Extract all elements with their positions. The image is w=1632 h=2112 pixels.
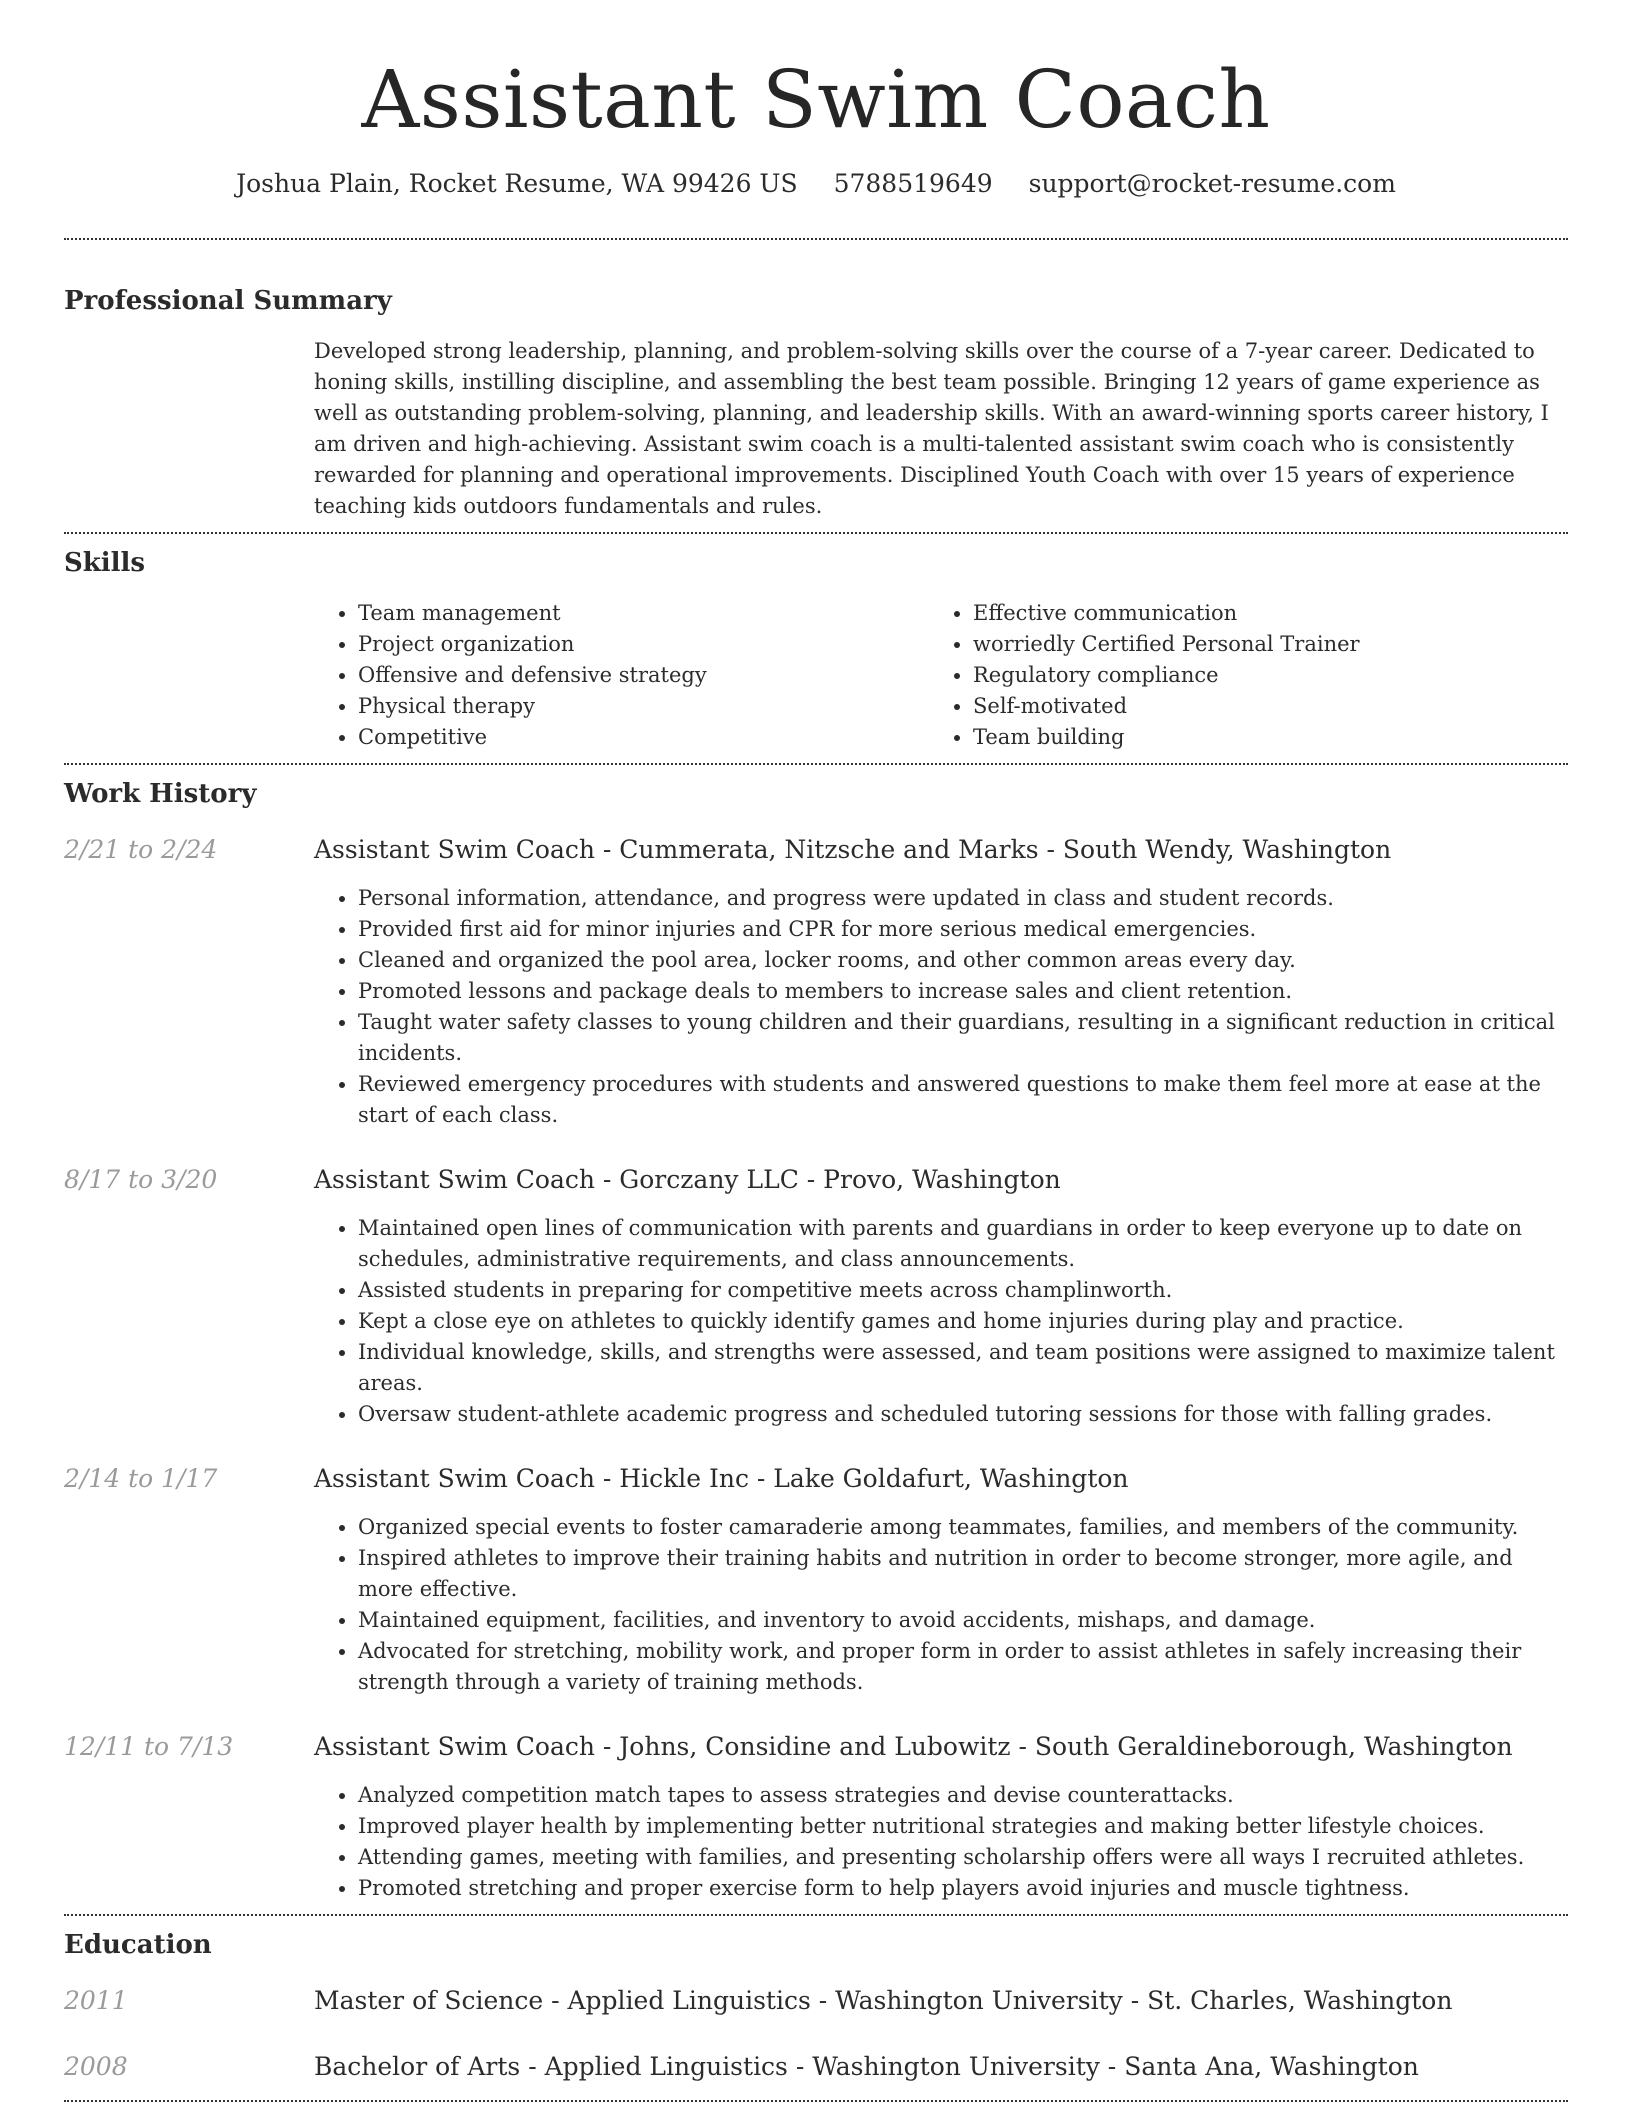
divider: [64, 2100, 1568, 2102]
education-date: 2008: [64, 2052, 128, 2081]
job-bullet: • Maintained equipment, facilities, and inventory to avoid accidents, mishaps, and damage.: [358, 1605, 1568, 1636]
job-bullets: [314, 1512, 1568, 1698]
contact-email: support@rocket-resume.com: [1028, 169, 1396, 198]
skill-item: • Physical therapy: [358, 691, 929, 722]
job-date: 12/11 to 7/13: [64, 1732, 234, 1761]
work-history-heading: Work History: [64, 779, 257, 809]
job-entry: [64, 833, 1568, 1131]
divider: [64, 238, 1568, 240]
skill-item: • Offensive and defensive strategy: [358, 660, 929, 691]
skills-list-left: [314, 598, 929, 753]
education-entry: [64, 2050, 1568, 2084]
job-title: Assistant Swim Coach - Cummerata, Nitzsche and Marks - South Wendy, Washington: [314, 835, 1392, 864]
job-bullet: • Kept a close eye on athletes to quickly identify games and home injuries during play and practice.: [358, 1306, 1568, 1337]
summary-text: Developed strong leadership, planning, and problem-solving skills over the course of a 7-year career. Dedicated to honing skills, instilling discipline, and assembling the best team possible. Bringing 12 years of game experience as well as outstanding problem-solving, planning, and leadership skills. With an award-winning sports career history, I am driven and high-achieving. Assistant swim coach is a multi-talented assistant swim coach who is consistently rewarded for planning and operational improvements. Disciplined Youth Coach with over 15 years of experience teaching kids outdoors fundamentals and rules.: [314, 339, 1549, 518]
skill-item: • Project organization: [358, 629, 929, 660]
job-bullets: [314, 1213, 1568, 1430]
job-date: 2/14 to 1/17: [64, 1464, 218, 1493]
job-date: 8/17 to 3/20: [64, 1165, 218, 1194]
contact-line: [64, 166, 1568, 202]
education-title: Master of Science - Applied Linguistics - Washington University - St. Charles, Washington: [314, 1986, 1453, 2015]
skill-item: • worriedly Certified Personal Trainer: [973, 629, 1544, 660]
education-title: Bachelor of Arts - Applied Linguistics - Washington University - Santa Ana, Washington: [314, 2052, 1419, 2081]
skill-item: • Competitive: [358, 722, 929, 753]
job-bullet: • Maintained open lines of communication with parents and guardians in order to keep everyone up to date on schedules, administrative requirements, and class announcements.: [358, 1213, 1568, 1275]
job-bullet: • Individual knowledge, skills, and strengths were assessed, and team positions were assigned to maximize talent areas.: [358, 1337, 1568, 1399]
divider: [64, 1914, 1568, 1916]
job-header: [64, 1462, 1568, 1496]
job-bullet: • Inspired athletes to improve their training habits and nutrition in order to become stronger, more agile, and more effective.: [358, 1543, 1568, 1605]
education-section: [64, 1928, 1568, 2084]
contact-address: Joshua Plain, Rocket Resume, WA 99426 US: [236, 169, 798, 198]
education-entry: [64, 1984, 1568, 2018]
job-bullet: • Promoted lessons and package deals to members to increase sales and client retention.: [358, 976, 1568, 1007]
skills-list-right: [929, 598, 1544, 753]
job-entry: [64, 1163, 1568, 1430]
summary-section: [64, 284, 1568, 522]
skill-item: • Team management: [358, 598, 929, 629]
skills-heading: Skills: [64, 548, 146, 578]
job-bullet: • Taught water safety classes to young children and their guardians, resulting in a significant reduction in critical incidents.: [358, 1007, 1568, 1069]
skill-item: • Regulatory compliance: [973, 660, 1544, 691]
job-entry: [64, 1730, 1568, 1904]
job-bullet: • Provided first aid for minor injuries and CPR for more serious medical emergencies.: [358, 914, 1568, 945]
job-bullet: • Assisted students in preparing for competitive meets across champlinworth.: [358, 1275, 1568, 1306]
job-bullet: • Personal information, attendance, and progress were updated in class and student records.: [358, 883, 1568, 914]
divider: [64, 763, 1568, 765]
job-bullets: [314, 883, 1568, 1131]
skill-item: • Team building: [973, 722, 1544, 753]
job-title: Assistant Swim Coach - Hickle Inc - Lake Goldafurt, Washington: [314, 1464, 1129, 1493]
job-date: 2/21 to 2/24: [64, 835, 218, 864]
contact-phone: 5788519649: [833, 169, 993, 198]
job-bullets: [314, 1780, 1568, 1904]
job-bullet: • Analyzed competition match tapes to assess strategies and devise counterattacks.: [358, 1780, 1568, 1811]
job-title: Assistant Swim Coach - Gorczany LLC - Provo, Washington: [314, 1165, 1061, 1194]
job-header: [64, 833, 1568, 867]
resume-title: Assistant Swim Coach: [361, 53, 1271, 146]
job-bullet: • Reviewed emergency procedures with students and answered questions to make them feel more at ease at the start of each class.: [358, 1069, 1568, 1131]
job-bullet: • Promoted stretching and proper exercise form to help players avoid injuries and muscle tightness.: [358, 1873, 1568, 1904]
job-bullet: • Improved player health by implementing better nutritional strategies and making better lifestyle choices.: [358, 1811, 1568, 1842]
work-history-section: [64, 777, 1568, 1904]
job-bullet: • Oversaw student-athlete academic progress and scheduled tutoring sessions for those with falling grades.: [358, 1399, 1568, 1430]
job-bullet: • Cleaned and organized the pool area, locker rooms, and other common areas every day.: [358, 945, 1568, 976]
job-header: [64, 1730, 1568, 1764]
job-bullet: • Attending games, meeting with families, and presenting scholarship offers were all ways I recruited athletes.: [358, 1842, 1568, 1873]
resume-page: [64, 0, 1568, 2102]
job-header: [64, 1163, 1568, 1197]
summary-heading: Professional Summary: [64, 286, 392, 316]
job-bullet: • Organized special events to foster camaraderie among teammates, families, and members of the community.: [358, 1512, 1568, 1543]
job-title: Assistant Swim Coach - Johns, Considine and Lubowitz - South Geraldineborough, Washington: [314, 1732, 1513, 1761]
divider: [64, 532, 1568, 534]
skills-grid: [314, 598, 1568, 753]
skills-section: [64, 546, 1568, 753]
job-entry: [64, 1462, 1568, 1698]
education-date: 2011: [64, 1986, 128, 2015]
skill-item: • Effective communication: [973, 598, 1544, 629]
skill-item: • Self-motivated: [973, 691, 1544, 722]
education-heading: Education: [64, 1930, 212, 1960]
job-bullet: • Advocated for stretching, mobility work, and proper form in order to assist athletes in safely increasing their strength through a variety of training methods.: [358, 1636, 1568, 1698]
